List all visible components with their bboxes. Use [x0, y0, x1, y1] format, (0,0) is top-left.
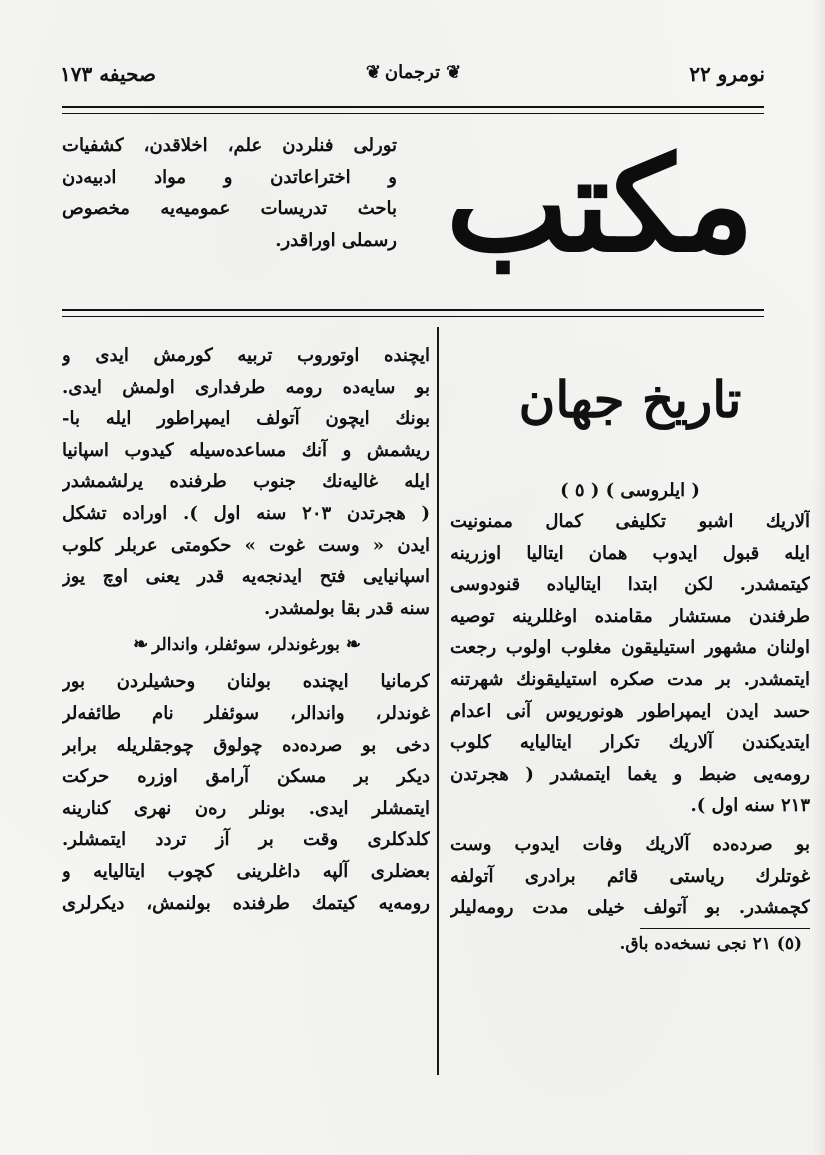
- text-line: رومه‌يى ضبط و يغما ايتمشدر ( هجرتدن: [450, 763, 810, 785]
- header-rule: [62, 106, 764, 114]
- ornament-icon: ❧: [345, 634, 359, 656]
- page-edge-shadow: [811, 0, 825, 1155]
- issue-number: نومرو ۲۲: [689, 62, 765, 86]
- text-line: كچمشدر. بو آتولف خيلى مدت رومه‌ليلر: [450, 897, 810, 919]
- text-line: بو سايه‌ده رومه طرفدارى اولمش ايدى.: [62, 376, 430, 398]
- text-line: ايدن « وست غوت » حكومتى عربلر كلوب: [62, 534, 430, 556]
- ornament-icon: ❦: [446, 62, 460, 83]
- subheading-text: بورغوندلر، سوئفلر، واندالر: [152, 635, 340, 656]
- text-line: ايله غاليه‌نك جنوب طرفنده يرلشمشدر: [62, 471, 430, 493]
- text-line: اولنان مشهور استيليقون مغلوب اولوب رجعت: [450, 637, 810, 659]
- text-line: ۲۱۳ سنه اول ).: [690, 795, 810, 817]
- text-line: ديكر بر مسكن آرامق اوزره حركت: [62, 766, 430, 788]
- masthead-title: مكتب: [445, 128, 755, 281]
- text-line: ( هجرتدن ۲۰۳ سنه اول ). اوراده تشكل: [62, 502, 430, 524]
- subheading: [62, 630, 430, 660]
- text-line: ايچنده اوتوروب تربيه كورمش ايدى و: [62, 345, 430, 366]
- text-line: آلاريك اشبو تكليفى كمال ممنونيت: [450, 511, 810, 532]
- text-line: ايتمشدر. بر مدت صكره استيليقونك شهرتنه: [450, 668, 810, 690]
- text-line: كيتمشدر. لكن ابتدا ايتاليا‌ده قنودوسى: [450, 574, 810, 596]
- paragraph: [450, 829, 810, 924]
- description-line: باحث تدريسات عموميه‌يه مخصوص: [62, 198, 397, 220]
- text-line: سنه قدر بقا بولمشدر.: [264, 597, 430, 619]
- masthead-rule: [62, 309, 764, 317]
- paragraph: [62, 340, 430, 624]
- running-header: [60, 58, 765, 94]
- text-line: غوندلر، واندالر، سوئفلر نام طائفه‌لر: [62, 702, 430, 724]
- text-line: ريشمش و آنك مساعده‌سيله كيدوب اسپانيا: [62, 439, 430, 461]
- page-number: صحيفه ۱۷۳: [60, 62, 156, 86]
- text-line: طرفندن مستشار مقامنده اوغللرينه توصيه: [450, 605, 810, 627]
- header-center-title: [366, 62, 459, 83]
- right-column: [450, 330, 810, 1070]
- text-line: حسد ايدن ايمپراطور هونوريوس آنى اعدام: [450, 700, 810, 722]
- text-line: دخى بو صرده‌ده چولوق چوجقلريله برابر: [62, 734, 430, 756]
- section-subtitle: ( ايلروسى ) ( ٥ ): [560, 480, 700, 501]
- text-line: اسپانيايى فتح ايدنجه‌يه قدر يعنى اوچ يوز: [62, 566, 430, 588]
- description-line: رسملى اوراقدر.: [275, 229, 397, 251]
- left-column: [62, 340, 430, 1070]
- ornament-icon: ❧: [133, 634, 147, 656]
- text-line: كرمانيا ايچنده بولنان وحشيلردن بور: [62, 671, 430, 693]
- text-line: رومه‌يه كيتمك طرفنده بولنمش، ديكرلرى: [62, 892, 430, 914]
- text-line: بو صرده‌ده آلاريك وفات ايدوب وست: [450, 833, 810, 855]
- paragraph: [450, 506, 810, 822]
- text-line: ايتمشلر ايدى. بونلر رەن نهرى كنارينه: [62, 797, 430, 819]
- text-line: غوتلرك رياستى قائم برادرى آتولفه: [450, 865, 810, 887]
- column-divider: [437, 327, 439, 1075]
- text-line: ايتديكندن آلاريك تكرار ايتاليايه كلوب: [450, 732, 810, 754]
- section-title: تاريخ جهان: [518, 370, 742, 429]
- text-line: ايله قبول ايدوب همان ايتاليا اوزرينه: [450, 542, 810, 564]
- description-line: و اختراعاتدن و مواد ادبيه‌دن: [62, 166, 397, 188]
- text-line: بونك ايچون آتولف ايمپراطور ايله با-: [62, 408, 430, 430]
- description-line: تورلى فنلردن علم، اخلاقدن، كشفيات: [62, 135, 397, 156]
- paragraph: [62, 666, 430, 919]
- text-line: كلدكلرى وقت بر آز تردد ايتمشلر.: [62, 829, 430, 851]
- footnote: (٥) ۲۱ نجى نسخه‌ده باق.: [619, 933, 802, 954]
- publication-name: ترجمان: [384, 62, 441, 83]
- text-line: بعضلرى آلپه داغلرينى كچوب ايتاليايه و: [62, 860, 430, 882]
- masthead-description: [62, 130, 397, 256]
- ornament-icon: ❦: [365, 62, 379, 83]
